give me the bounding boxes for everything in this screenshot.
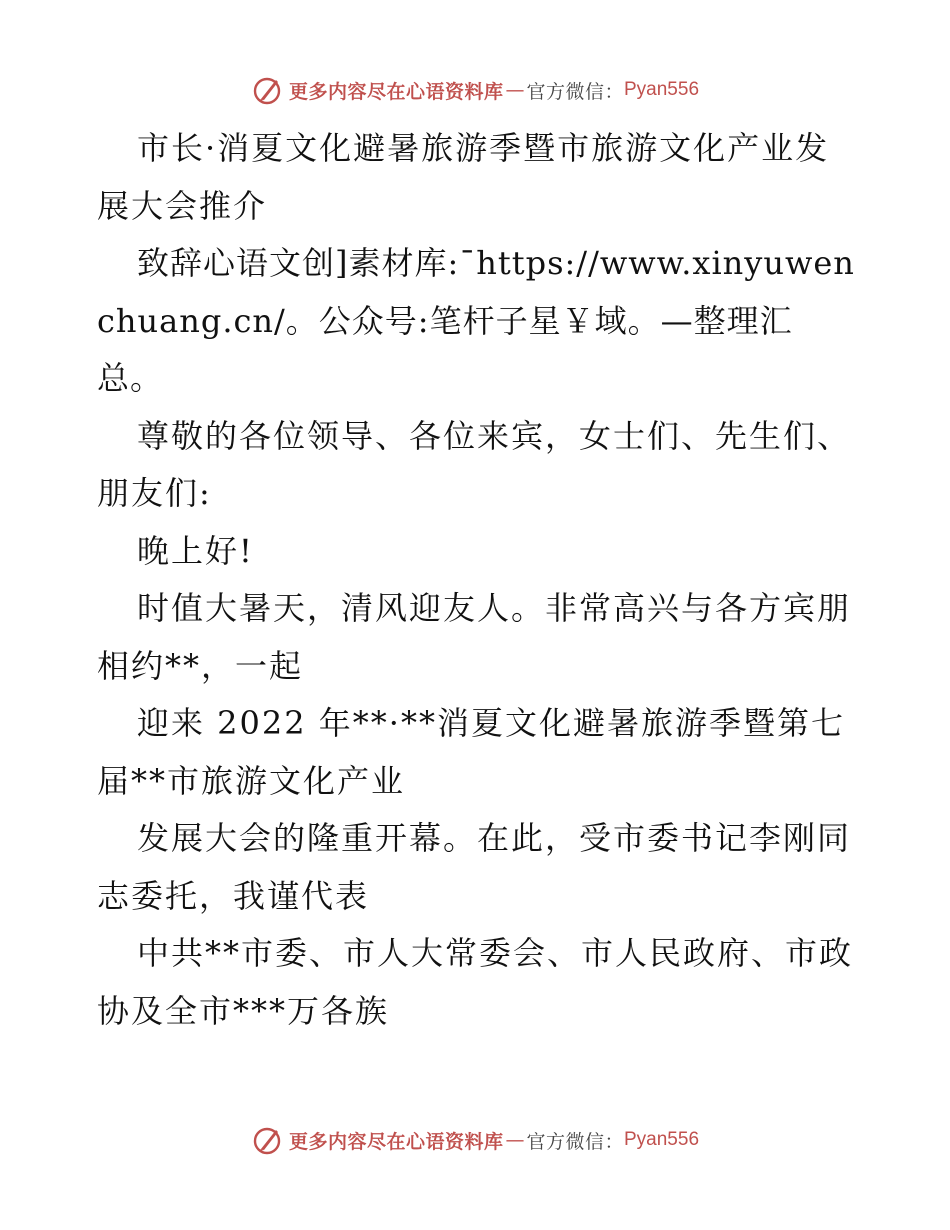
paragraph-body-4: 中共**市委、市人大常委会、市人民政府、市政协及全市***万各族 (97, 934, 854, 1030)
paragraph-body-1: 时值大暑天，清风迎友人。非常高兴与各方宾朋相约**，一起 (97, 589, 852, 685)
banner-main-text: 更多内容尽在心语资料库 (288, 80, 504, 103)
paragraph-greeting: 晚上好! (137, 531, 254, 570)
banner-main-text: 更多内容尽在心语资料库 (288, 1130, 504, 1153)
banner-wechat-label: 官方微信： (526, 1130, 624, 1153)
paragraph-salutation: 尊敬的各位领导、各位来宾，女士们、先生们、朋友们: (97, 416, 852, 512)
banner-wechat-label: 官方微信： (526, 80, 624, 103)
paragraph-source-note: 致辞心语文创]素材库:¯https://www.xinyuwenchuang.cn/。公众号:笔杆子星￥域。—整理汇总。 (97, 244, 855, 397)
banner-separator: — (505, 79, 525, 101)
quill-pen-logo-icon (251, 74, 283, 106)
quill-pen-logo-icon (251, 1124, 283, 1156)
paragraph-title: 市长·消夏文化避暑旅游季暨市旅游文化产业发展大会推介 (97, 129, 830, 225)
banner-wechat-id: Pyan556 (624, 79, 700, 100)
paragraph-body-3: 发展大会的隆重开幕。在此，受市委书记李刚同志委托，我谨代表 (97, 819, 852, 915)
document-body (97, 120, 857, 1040)
footer-banner (0, 1120, 950, 1160)
banner-separator: — (505, 1129, 525, 1151)
paragraph-body-2: 迎来 2022 年**·**消夏文化避暑旅游季暨第七届**市旅游文化产业 (97, 704, 845, 800)
banner-wechat-id: Pyan556 (624, 1129, 700, 1150)
header-banner (0, 70, 950, 110)
